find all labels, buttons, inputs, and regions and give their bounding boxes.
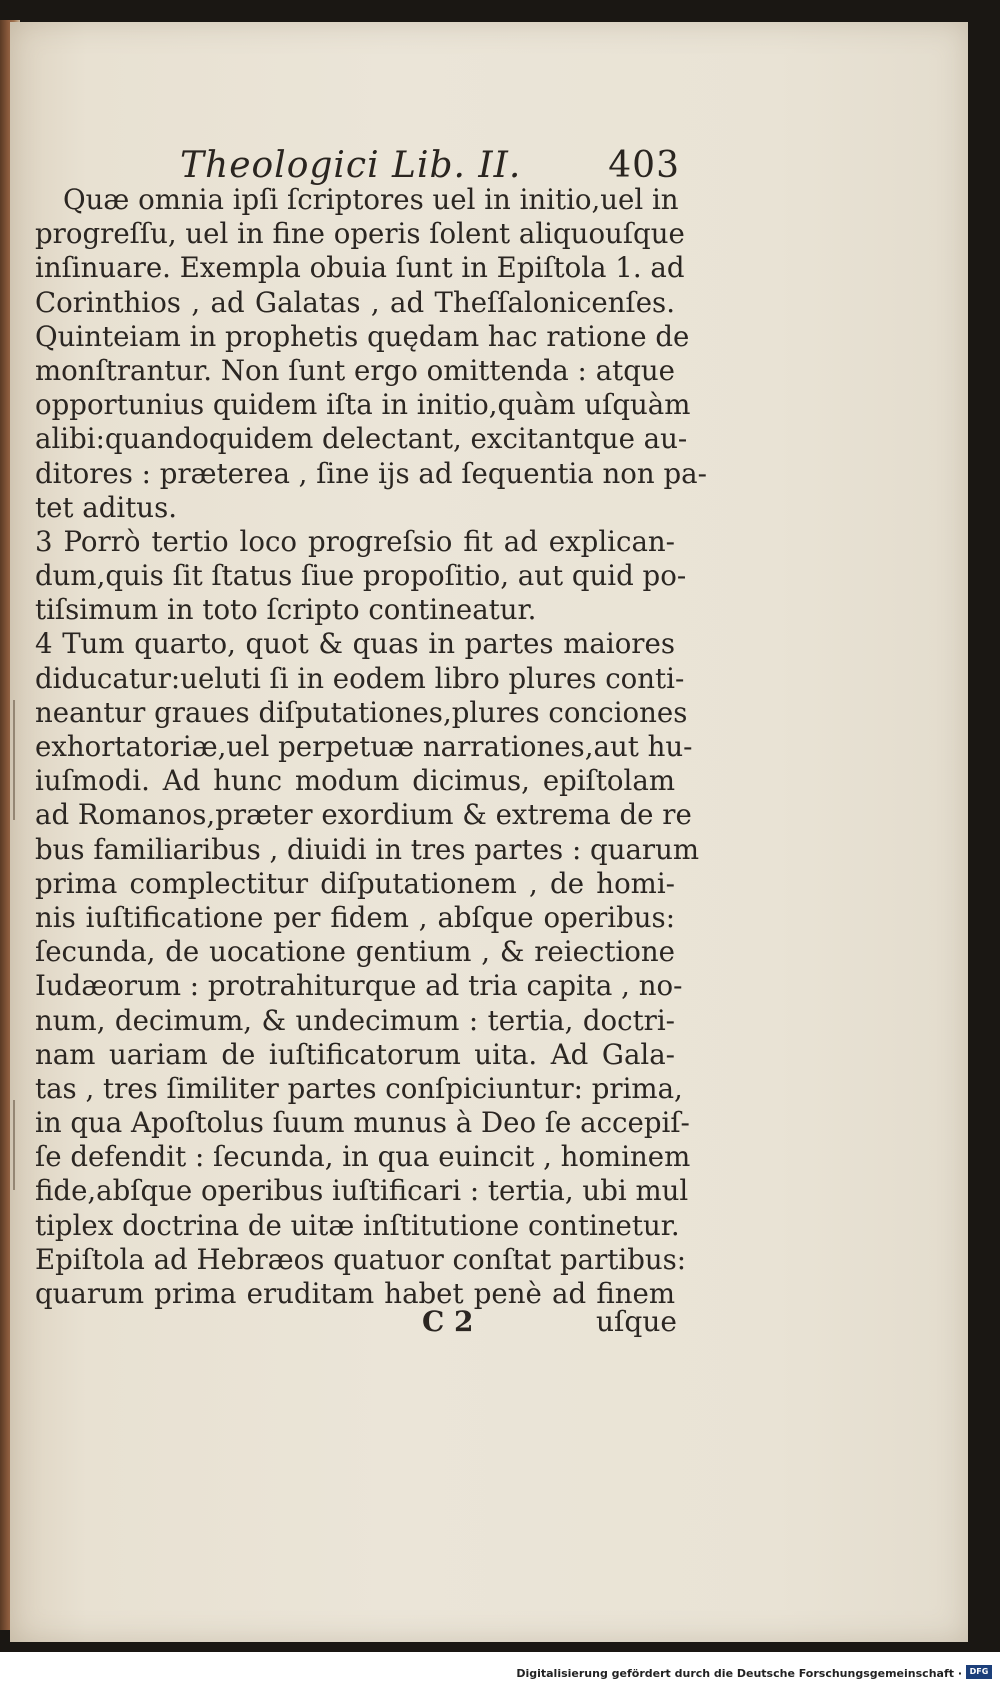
text-line: Quæ omnia ipſi ſcriptores uel in initio,uel in [63,183,679,216]
text-line: 3 Porrò tertio loco progreſsio fit ad explican- [35,524,675,558]
page-footer [0,1305,1000,1345]
text-line: bus familiaribus , diuidi in tres partes : quarum [35,832,700,866]
dfg-logo: DFG [966,1665,992,1679]
text-line: Epiſtola ad Hebræos quatuor conſtat partibus: [35,1242,687,1276]
text-line: alibi:quandoquidem delectant, excitantque au- [35,422,688,456]
text-line: diducatur:ueluti ſi in eodem libro plures conti- [35,661,685,695]
text-line: inſinuare. Exempla obuia ſunt in Epiſtola 1. ad [35,251,685,285]
text-line: opportunius quidem iſta in initio,quàm uſquàm [35,388,691,422]
signature-mark: C 2 [422,1305,474,1338]
body-text [35,183,707,1311]
text-line: fide,abſque operibus iuſtificari : tertia, ubi mul [35,1174,689,1208]
text-line: exhortatoriæ,uel perpetuæ narrationes,aut hu- [35,730,693,763]
text-line: nam uariam de iuſtificatorum uita. Ad Gala- [35,1037,675,1071]
catchword: uſque [596,1305,677,1338]
text-line: 4 Tum quarto, quot & quas in partes maiores [35,627,675,661]
text-line: tas , tres ſimiliter partes conſpiciuntur: prima, [35,1071,683,1105]
text-line: dum,quis ſit ſtatus ſiue propoſitio, aut quid po- [35,559,687,593]
margin-mark [13,1100,15,1190]
text-line: quarum prima eruditam habet penè ad finem [35,1277,675,1310]
text-line: ditores : præterea , ſine ijs ad ſequentia non pa- [35,456,707,490]
text-line: ſe defendit : ſecunda, in qua euincit , hominem [35,1140,691,1174]
text-line: ſecunda, de uocatione gentium , & reiectione [35,935,675,969]
text-line: tet aditus. [35,490,178,524]
page-number: 403 [608,145,680,186]
text-line: monſtrantur. Non ſunt ergo omittenda : atque [35,353,675,387]
text-line: in qua Apoſtolus ſuum munus à Deo ſe accepiſ- [35,1106,690,1140]
text-line: prima complectitur diſputationem , de homi- [35,866,675,900]
running-title: Theologici Lib. II. [180,145,522,186]
text-line: progreſſu, uel in fine operis ſolent aliquouſque [35,217,685,251]
text-line: iuſmodi. Ad hunc modum dicimus, epiſtolam [35,764,675,798]
text-line: neantur graues diſputationes,plures conciones [35,695,688,729]
text-line: tiſsimum in toto ſcripto contineatur. [35,593,537,627]
text-line: tiplex doctrina de uitæ inſtitutione continetur. [35,1208,680,1242]
margin-mark [13,700,15,820]
text-line: nis iuſtificatione per fidem , abſque operibus: [35,900,675,934]
text-line: Iudæorum : protrahiturque ad tria capita , no- [35,969,683,1003]
funding-credit: Digitalisierung gefördert durch die Deutsche Forschungsgemeinschaft · [516,1667,962,1680]
text-line: Corinthios , ad Galatas , ad Theſſalonicenſes. [35,285,675,319]
text-line: Quinteiam in prophetis quędam hac ratione de [35,319,690,353]
text-line: ad Romanos,præter exordium & extrema de re [35,798,692,832]
text-line: num, decimum, & undecimum : tertia, doctri- [35,1003,675,1037]
